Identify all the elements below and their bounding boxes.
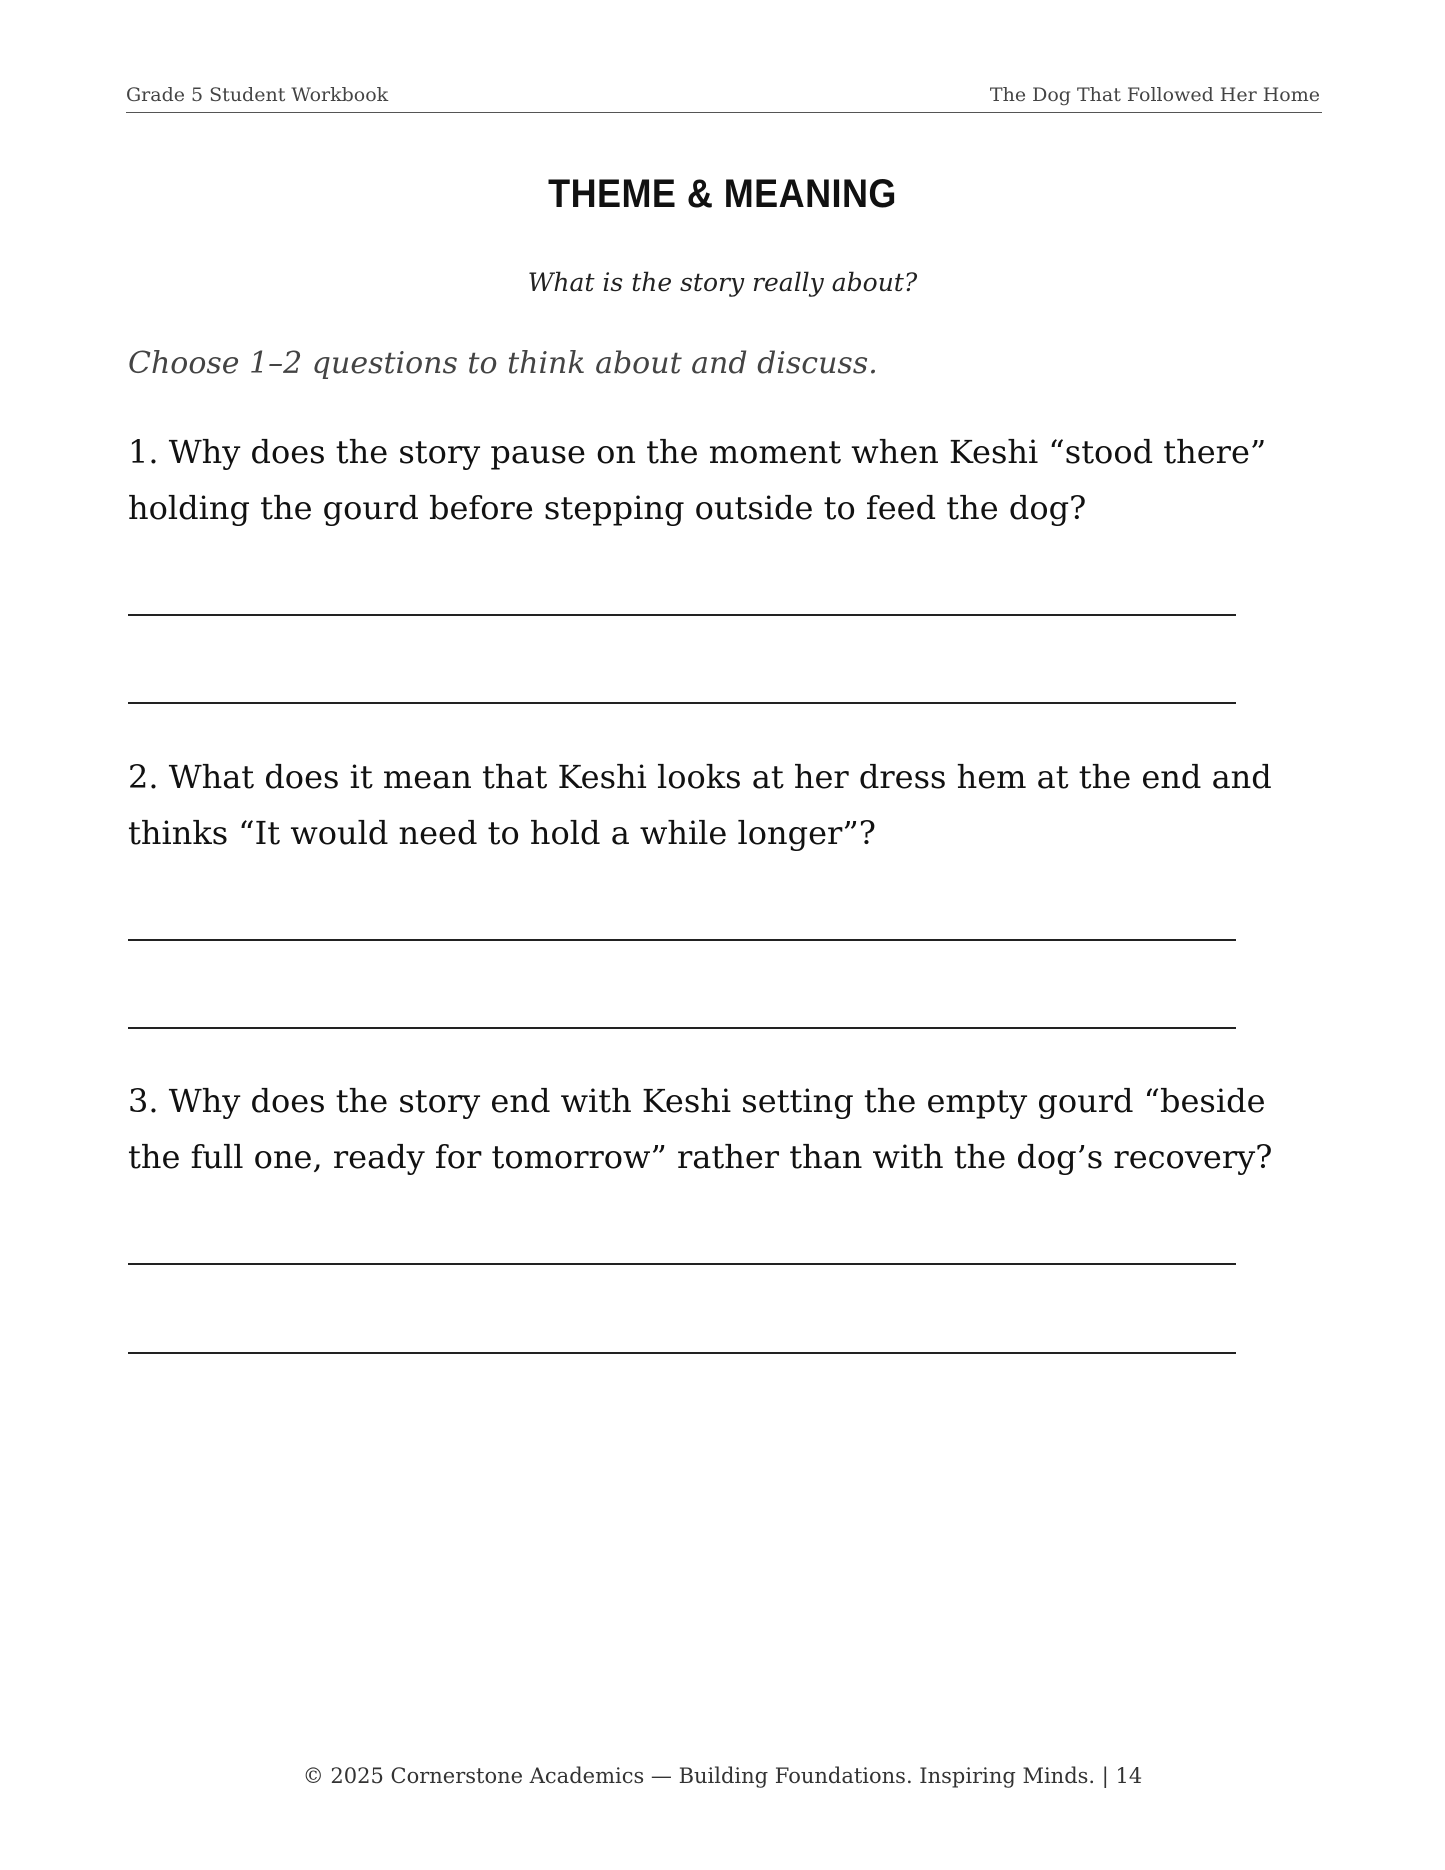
answer-line-1b[interactable]: [128, 702, 1236, 704]
answer-line-2a[interactable]: [128, 939, 1236, 941]
answer-line-2b[interactable]: [128, 1027, 1236, 1029]
header-workbook-title: Grade 5 Student Workbook: [126, 84, 389, 106]
answer-line-3b[interactable]: [128, 1352, 1236, 1354]
answer-line-3a[interactable]: [128, 1263, 1236, 1265]
page-footer: © 2025 Cornerstone Academics — Building Foundations. Inspiring Minds. | 14: [302, 1764, 1143, 1788]
question-2: 2. What does it mean that Keshi looks at her dress hem at the end and thinks “It would need to hold a while longer”?: [128, 758, 1272, 852]
instruction-text: Choose 1–2 questions to think about and discuss.: [128, 346, 878, 381]
question-1: 1. Why does the story pause on the moment when Keshi “stood there” holding the gourd before stepping outside to feed the dog?: [128, 433, 1267, 527]
answer-line-1a[interactable]: [128, 614, 1236, 616]
page-title: THEME & MEANING: [548, 172, 897, 216]
header-story-title: The Dog That Followed Her Home: [989, 84, 1320, 106]
page-subtitle: What is the story really about?: [527, 268, 918, 297]
question-3: 3. Why does the story end with Keshi setting the empty gourd “beside the full one, ready for tomorrow” rather than with the dog’s recovery?: [128, 1082, 1273, 1176]
page-header: [126, 84, 1322, 113]
